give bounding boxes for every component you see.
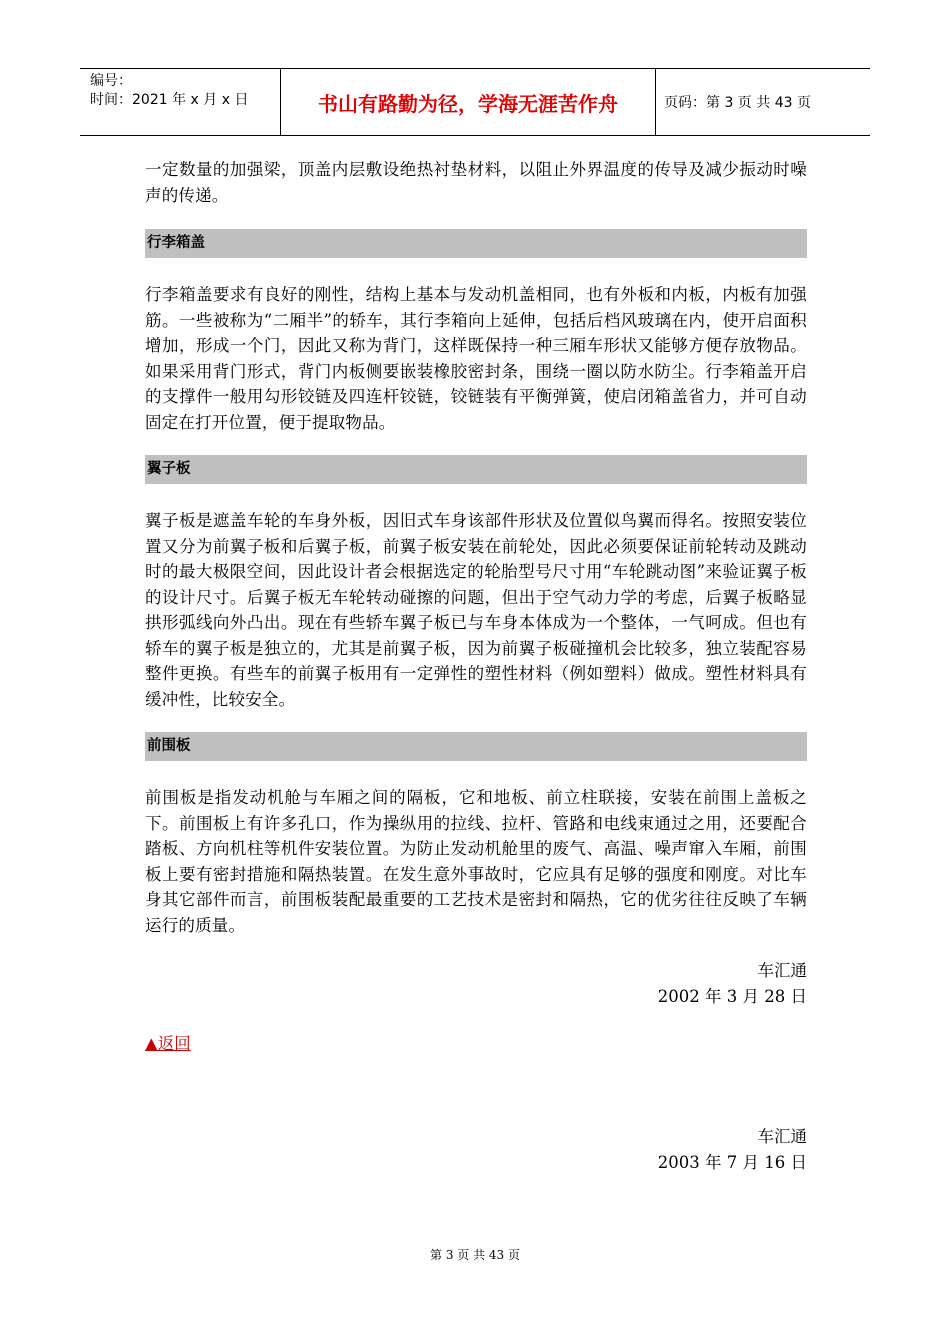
section-paragraph-dash-panel: 前围板是指发动机舱与车厢之间的隔板，它和地板、前立柱联接，安装在前围上盖板之下。前围板上有许多孔口，作为操纵用的拉线、拉杆、管路和电线束通过之用，还要配合踏板、方向机柱等机件安装位置。为防止发动机舱里的废气、高温、噪声窜入车厢，前围板上要有密封措施和隔热装置。在发生意外事故时，它应具有足够的强度和刚度。对比车身其它部件而言，前围板装配最重要的工艺技术是密封和隔热，它的优劣往往反映了车辆运行的质量。 xyxy=(145,788,807,935)
signature-author-2: 车汇通 xyxy=(757,1127,807,1146)
section-heading-fender: 翼子板 xyxy=(145,455,807,484)
page-footer: 第 3 页 共 43 页 xyxy=(430,1248,520,1262)
intro-paragraph: 一定数量的加强梁，顶盖内层敷设绝热衬垫材料，以阻止外界温度的传导及减少振动时噪声的传递。 xyxy=(145,160,807,205)
header-page-info: 页码：第 3 页 共 43 页 xyxy=(664,95,811,111)
time-label: 时间：2021 年 x 月 x 日 xyxy=(90,92,249,108)
signature-date-1: 2002 年 3 月 28 日 xyxy=(657,987,807,1006)
section-heading-dash-panel: 前围板 xyxy=(145,732,807,761)
header-table xyxy=(80,68,870,136)
back-link[interactable]: ▲返回 xyxy=(145,1034,191,1053)
header-motto: 书山有路勤为径，学海无涯苦作舟 xyxy=(281,69,656,135)
section-heading-trunk-lid: 行李箱盖 xyxy=(145,229,807,258)
signature-author-1: 车汇通 xyxy=(757,961,807,980)
number-label: 编号： xyxy=(90,73,132,89)
signature-date-2: 2003 年 7 月 16 日 xyxy=(657,1153,807,1172)
section-paragraph-trunk-lid: 行李箱盖要求有良好的刚性，结构上基本与发动机盖相同，也有外板和内板，内板有加强筋。一些被称为“二厢半”的轿车，其行李箱向上延伸，包括后档风玻璃在内，使开启面积增加，形成一个门，因此又称为背门，这样既保持一种三厢车形状又能够方便存放物品。如果采用背门形式，背门内板侧要嵌装橡胶密封条，围绕一圈以防水防尘。行李箱盖开启的支撑件一般用勾形铰链及四连杆铰链，铰链装有平衡弹簧，使启闭箱盖省力，并可自动固定在打开位置，便于提取物品。 xyxy=(145,285,807,432)
header-meta-cell xyxy=(80,69,281,135)
section-paragraph-fender: 翼子板是遮盖车轮的车身外板，因旧式车身该部件形状及位置似鸟翼而得名。按照安装位置又分为前翼子板和后翼子板，前翼子板安装在前轮处，因此必须要保证前轮转动及跳动时的最大极限空间，因此设计者会根据选定的轮胎型号尺寸用“车轮跳动图”来验证翼子板的设计尺寸。后翼子板无车轮转动碰擦的问题，但出于空气动力学的考虑，后翼子板略显拱形弧线向外凸出。现在有些轿车翼子板已与车身本体成为一个整体，一气呵成。但也有轿车的翼子板是独立的，尤其是前翼子板，因为前翼子板碰撞机会比较多，独立装配容易整件更换。有些车的前翼子板用有一定弹性的塑性材料（例如塑料）做成。塑性材料具有缓冲性，比较安全。 xyxy=(145,511,807,709)
document-body xyxy=(145,157,807,1176)
